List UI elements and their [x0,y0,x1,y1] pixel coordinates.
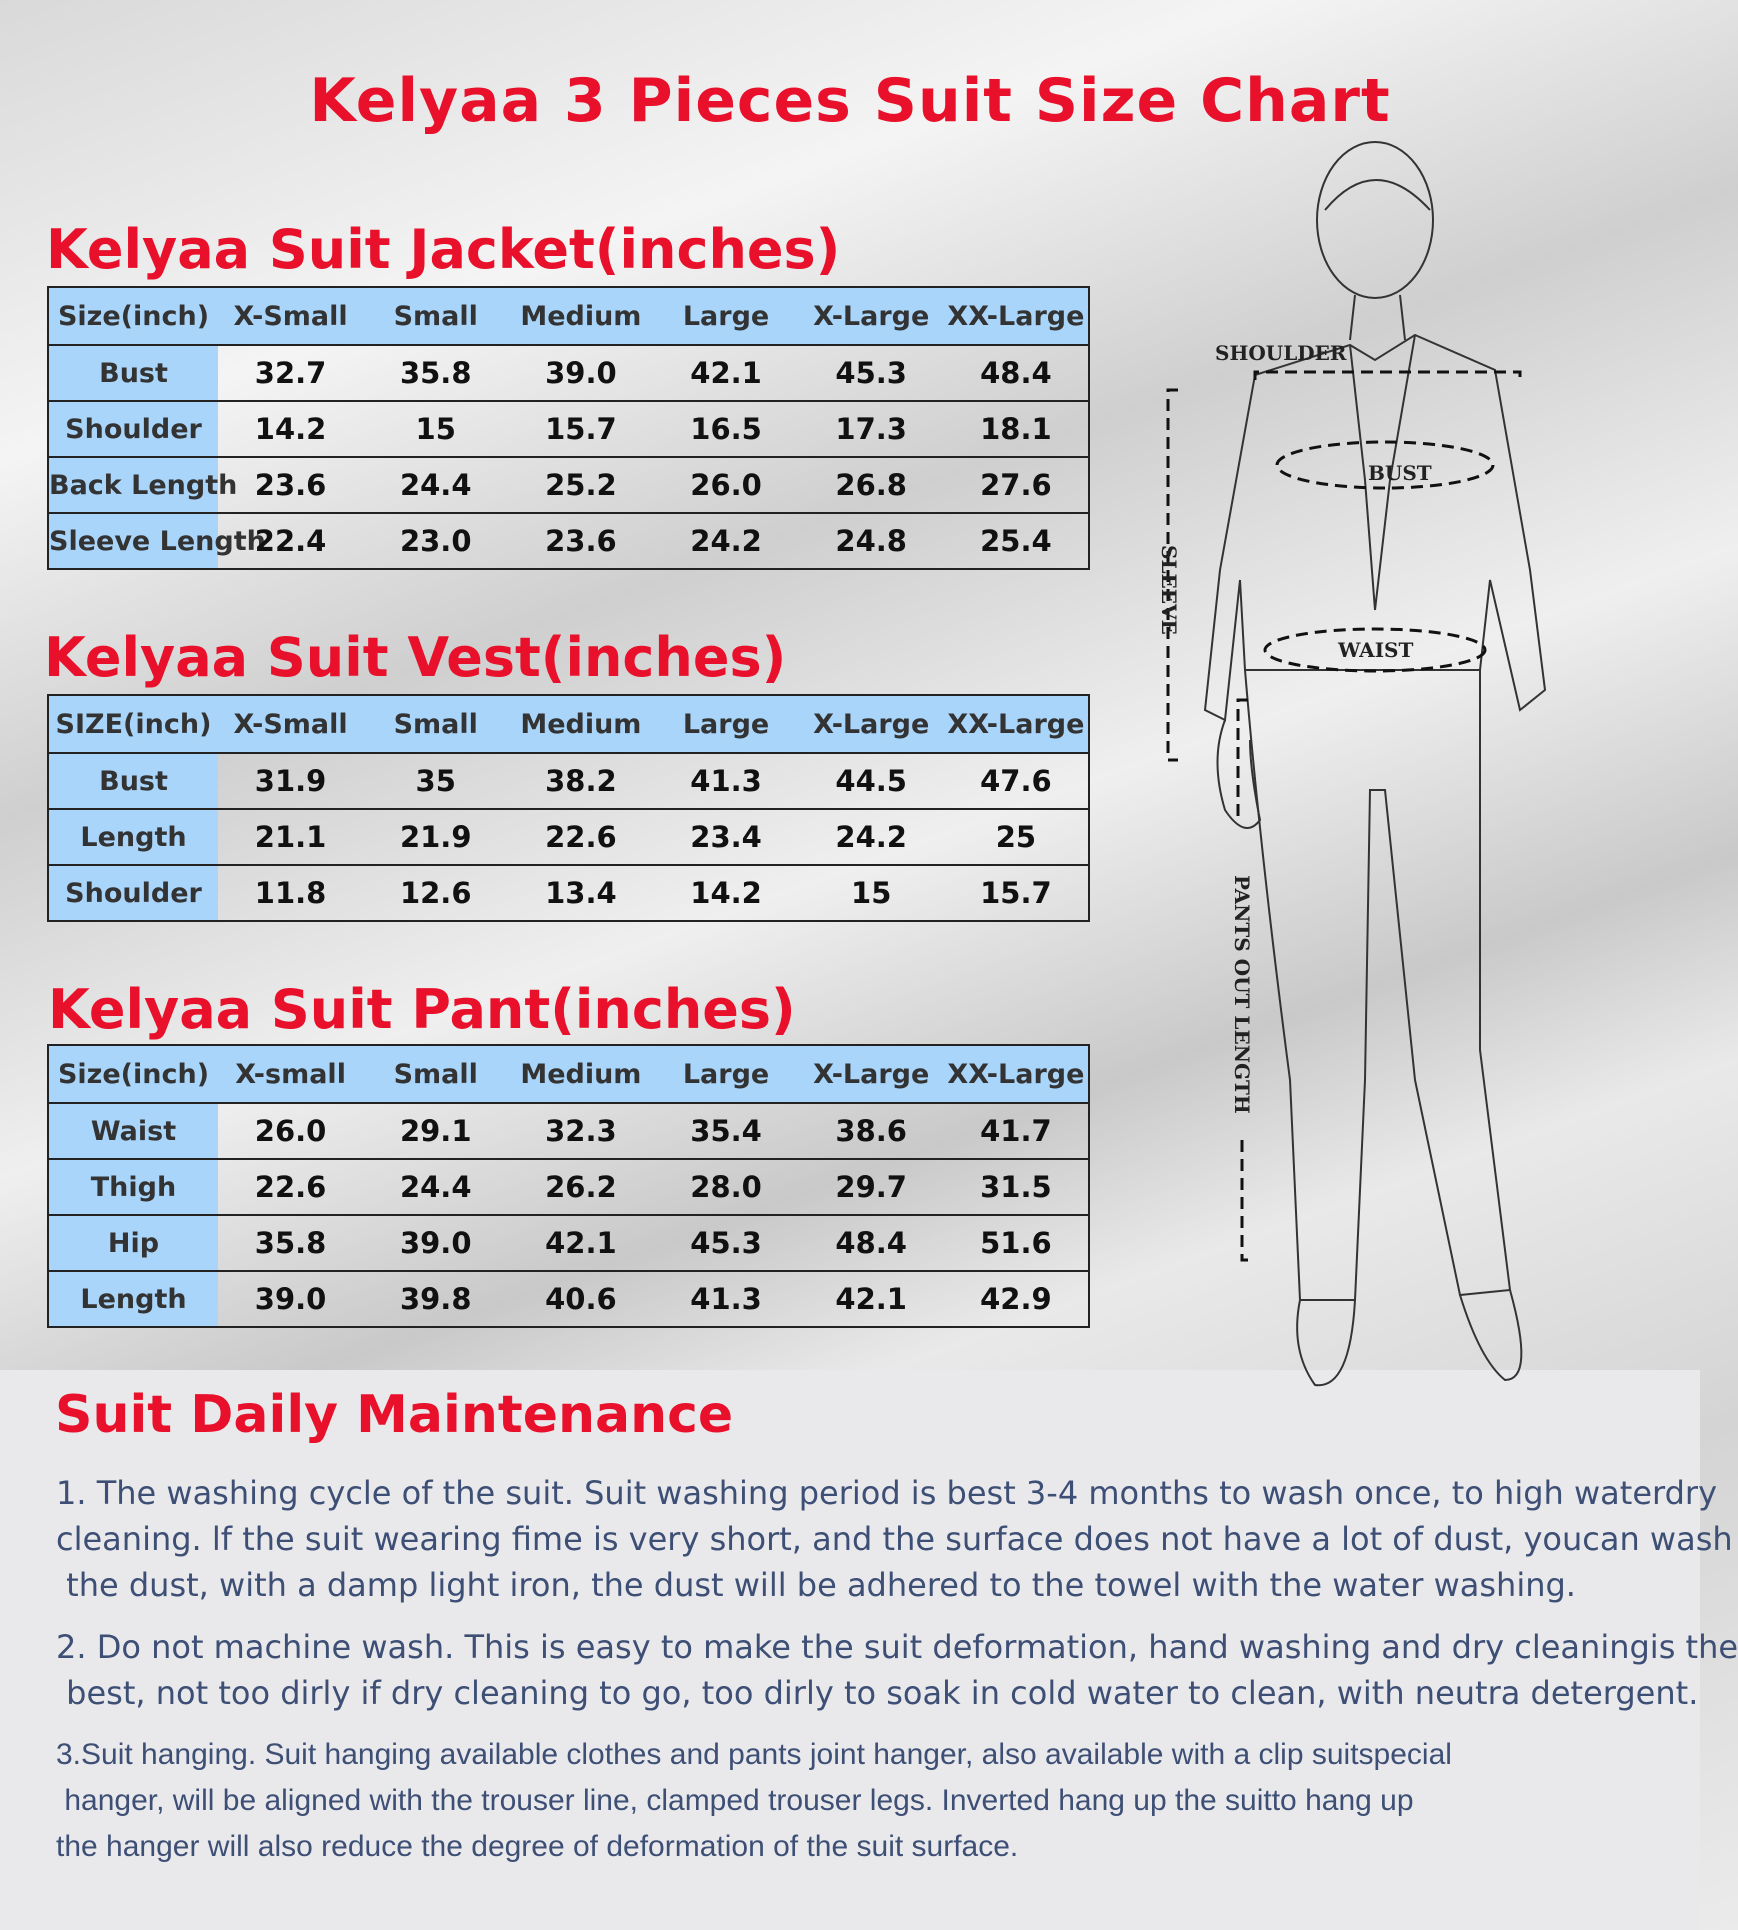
table-row [48,345,1089,401]
table-row [48,1215,1089,1271]
table-header-row [48,1045,1089,1103]
table-row [48,1159,1089,1215]
measurement-label-cell: Hip [48,1215,218,1271]
size-column-header: Small [363,287,508,345]
measurement-value-cell: 15.7 [944,865,1089,921]
measurement-value-cell: 16.5 [653,401,798,457]
maintenance-line: 3.Suit hanging. Suit hanging available clothes and pants joint hanger, also available with a clip suitspecial [56,1738,1452,1771]
table-row [48,865,1089,921]
measurement-value-cell: 23.0 [363,513,508,569]
measurement-value-cell: 24.2 [653,513,798,569]
shoulder-label: SHOULDER [1215,341,1347,365]
measurement-value-cell: 23.6 [218,457,363,513]
measurement-value-cell: 24.4 [363,457,508,513]
measurement-value-cell: 42.1 [653,345,798,401]
size-column-header: Large [653,1045,798,1103]
size-column-header: X-Large [799,1045,944,1103]
waist-label: WAIST [1338,638,1414,662]
measurement-value-cell: 29.7 [799,1159,944,1215]
measurement-value-cell: 11.8 [218,865,363,921]
measurement-value-cell: 31.9 [218,753,363,809]
measurement-value-cell: 48.4 [799,1215,944,1271]
measurement-value-cell: 48.4 [944,345,1089,401]
measurement-value-cell: 41.3 [653,753,798,809]
size-header-cell: Size(inch) [48,287,218,345]
table-row [48,1271,1089,1327]
measurement-value-cell: 39.0 [508,345,653,401]
vest-size-table [47,694,1090,922]
bust-label: BUST [1368,461,1432,485]
maintenance-title: Suit Daily Maintenance [55,1385,734,1445]
measurement-value-cell: 21.9 [363,809,508,865]
measurement-value-cell: 22.6 [218,1159,363,1215]
measurement-label-cell: Length [48,1271,218,1327]
measurement-value-cell: 35.4 [653,1103,798,1159]
measurement-value-cell: 32.3 [508,1103,653,1159]
measurement-label-cell: Length [48,809,218,865]
size-column-header: XX-Large [944,695,1089,753]
maintenance-line: 2. Do not machine wash. This is easy to make the suit deformation, hand washing and dry cleaningis the [56,1628,1738,1666]
maintenance-paragraph-2 [56,1624,1738,1716]
measurement-value-cell: 25.4 [944,513,1089,569]
measurement-value-cell: 35.8 [218,1215,363,1271]
table-row [48,809,1089,865]
size-column-header: XX-Large [944,1045,1089,1103]
measurement-label-cell: Bust [48,345,218,401]
measurement-value-cell: 24.2 [799,809,944,865]
jacket-size-table [47,286,1090,570]
measurement-value-cell: 26.8 [799,457,944,513]
size-column-header: Medium [508,695,653,753]
measurement-label-cell: Sleeve Length [48,513,218,569]
measurement-value-cell: 40.6 [508,1271,653,1327]
measurement-value-cell: 39.0 [218,1271,363,1327]
measurement-value-cell: 29.1 [363,1103,508,1159]
page-title: Kelyaa 3 Pieces Suit Size Chart [309,66,1391,136]
measurement-value-cell: 26.2 [508,1159,653,1215]
table-header-row [48,287,1089,345]
pant-section-title: Kelyaa Suit Pant(inches) [48,978,796,1041]
size-column-header: X-Small [218,287,363,345]
measurement-value-cell: 35.8 [363,345,508,401]
measurement-value-cell: 39.0 [363,1215,508,1271]
size-column-header: Medium [508,287,653,345]
measurement-value-cell: 42.1 [799,1271,944,1327]
pant-size-table [47,1044,1090,1328]
measurement-value-cell: 26.0 [218,1103,363,1159]
size-column-header: X-Large [799,287,944,345]
measurement-value-cell: 41.7 [944,1103,1089,1159]
measurement-value-cell: 38.2 [508,753,653,809]
table-row [48,401,1089,457]
measurement-value-cell: 47.6 [944,753,1089,809]
measurement-label-cell: Thigh [48,1159,218,1215]
maintenance-line: best, not too dirly if dry cleaning to go, too dirly to soak in cold water to clean, with neutra detergent. [56,1674,1699,1712]
measurement-label-cell: Back Length [48,457,218,513]
measurement-value-cell: 24.8 [799,513,944,569]
size-column-header: X-small [218,1045,363,1103]
size-header-cell: Size(inch) [48,1045,218,1103]
measurement-value-cell: 41.3 [653,1271,798,1327]
measurement-value-cell: 25 [944,809,1089,865]
measurement-label-cell: Waist [48,1103,218,1159]
measurement-value-cell: 24.4 [363,1159,508,1215]
maintenance-paragraph-3 [56,1732,1686,1870]
measurement-value-cell: 27.6 [944,457,1089,513]
size-column-header: X-Small [218,695,363,753]
size-column-header: Small [363,1045,508,1103]
size-column-header: Large [653,695,798,753]
measurement-value-cell: 15.7 [508,401,653,457]
maintenance-line: 1. The washing cycle of the suit. Suit washing period is best 3-4 months to wash once, to high waterdry [56,1474,1717,1512]
sleeve-label: SLEEVE [1157,545,1181,635]
measurement-value-cell: 31.5 [944,1159,1089,1215]
pants-out-length-label: PANTS OUT LENGTH [1230,875,1254,1114]
measurement-value-cell: 14.2 [218,401,363,457]
measurement-value-cell: 38.6 [799,1103,944,1159]
measurement-value-cell: 35 [363,753,508,809]
measurement-label-cell: Shoulder [48,401,218,457]
table-row [48,753,1089,809]
size-column-header: Small [363,695,508,753]
maintenance-line: the dust, with a damp light iron, the dust will be adhered to the towel with the water washing. [56,1566,1576,1604]
measurement-value-cell: 45.3 [799,345,944,401]
measurement-value-cell: 42.1 [508,1215,653,1271]
size-header-cell: SIZE(inch) [48,695,218,753]
measurement-value-cell: 23.4 [653,809,798,865]
measurement-label-cell: Shoulder [48,865,218,921]
measurement-value-cell: 17.3 [799,401,944,457]
table-row [48,457,1089,513]
measurement-value-cell: 22.4 [218,513,363,569]
size-column-header: X-Large [799,695,944,753]
measurement-value-cell: 26.0 [653,457,798,513]
size-column-header: Medium [508,1045,653,1103]
size-column-header: Large [653,287,798,345]
measurement-value-cell: 22.6 [508,809,653,865]
table-row [48,513,1089,569]
measurement-value-cell: 45.3 [653,1215,798,1271]
measurement-value-cell: 21.1 [218,809,363,865]
vest-section-title: Kelyaa Suit Vest(inches) [44,626,787,689]
table-header-row [48,695,1089,753]
suit-measurement-figure [1150,150,1630,1400]
measurement-value-cell: 28.0 [653,1159,798,1215]
table-row [48,1103,1089,1159]
figure-outline [1205,142,1545,1385]
measurement-value-cell: 12.6 [363,865,508,921]
measurement-label-cell: Bust [48,753,218,809]
measurement-value-cell: 14.2 [653,865,798,921]
measurement-value-cell: 18.1 [944,401,1089,457]
measurement-lines [1168,372,1520,1260]
measurement-value-cell: 25.2 [508,457,653,513]
measurement-value-cell: 42.9 [944,1271,1089,1327]
measurement-value-cell: 39.8 [363,1271,508,1327]
measurement-value-cell: 44.5 [799,753,944,809]
measurement-value-cell: 51.6 [944,1215,1089,1271]
measurement-value-cell: 32.7 [218,345,363,401]
maintenance-line: the hanger will also reduce the degree of deformation of the suit surface. [56,1830,1019,1863]
measurement-value-cell: 23.6 [508,513,653,569]
maintenance-line: cleaning. lf the suit wearing fime is very short, and the surface does not have a lot of dust, youcan wash [56,1520,1733,1558]
size-column-header: XX-Large [944,287,1089,345]
maintenance-line: hanger, will be aligned with the trouser line, clamped trouser legs. Inverted hang up the suitto hang up [56,1784,1414,1817]
maintenance-paragraph-1 [56,1470,1733,1608]
measurement-value-cell: 15 [363,401,508,457]
measurement-value-cell: 15 [799,865,944,921]
measurement-value-cell: 13.4 [508,865,653,921]
jacket-section-title: Kelyaa Suit Jacket(inches) [46,218,841,281]
